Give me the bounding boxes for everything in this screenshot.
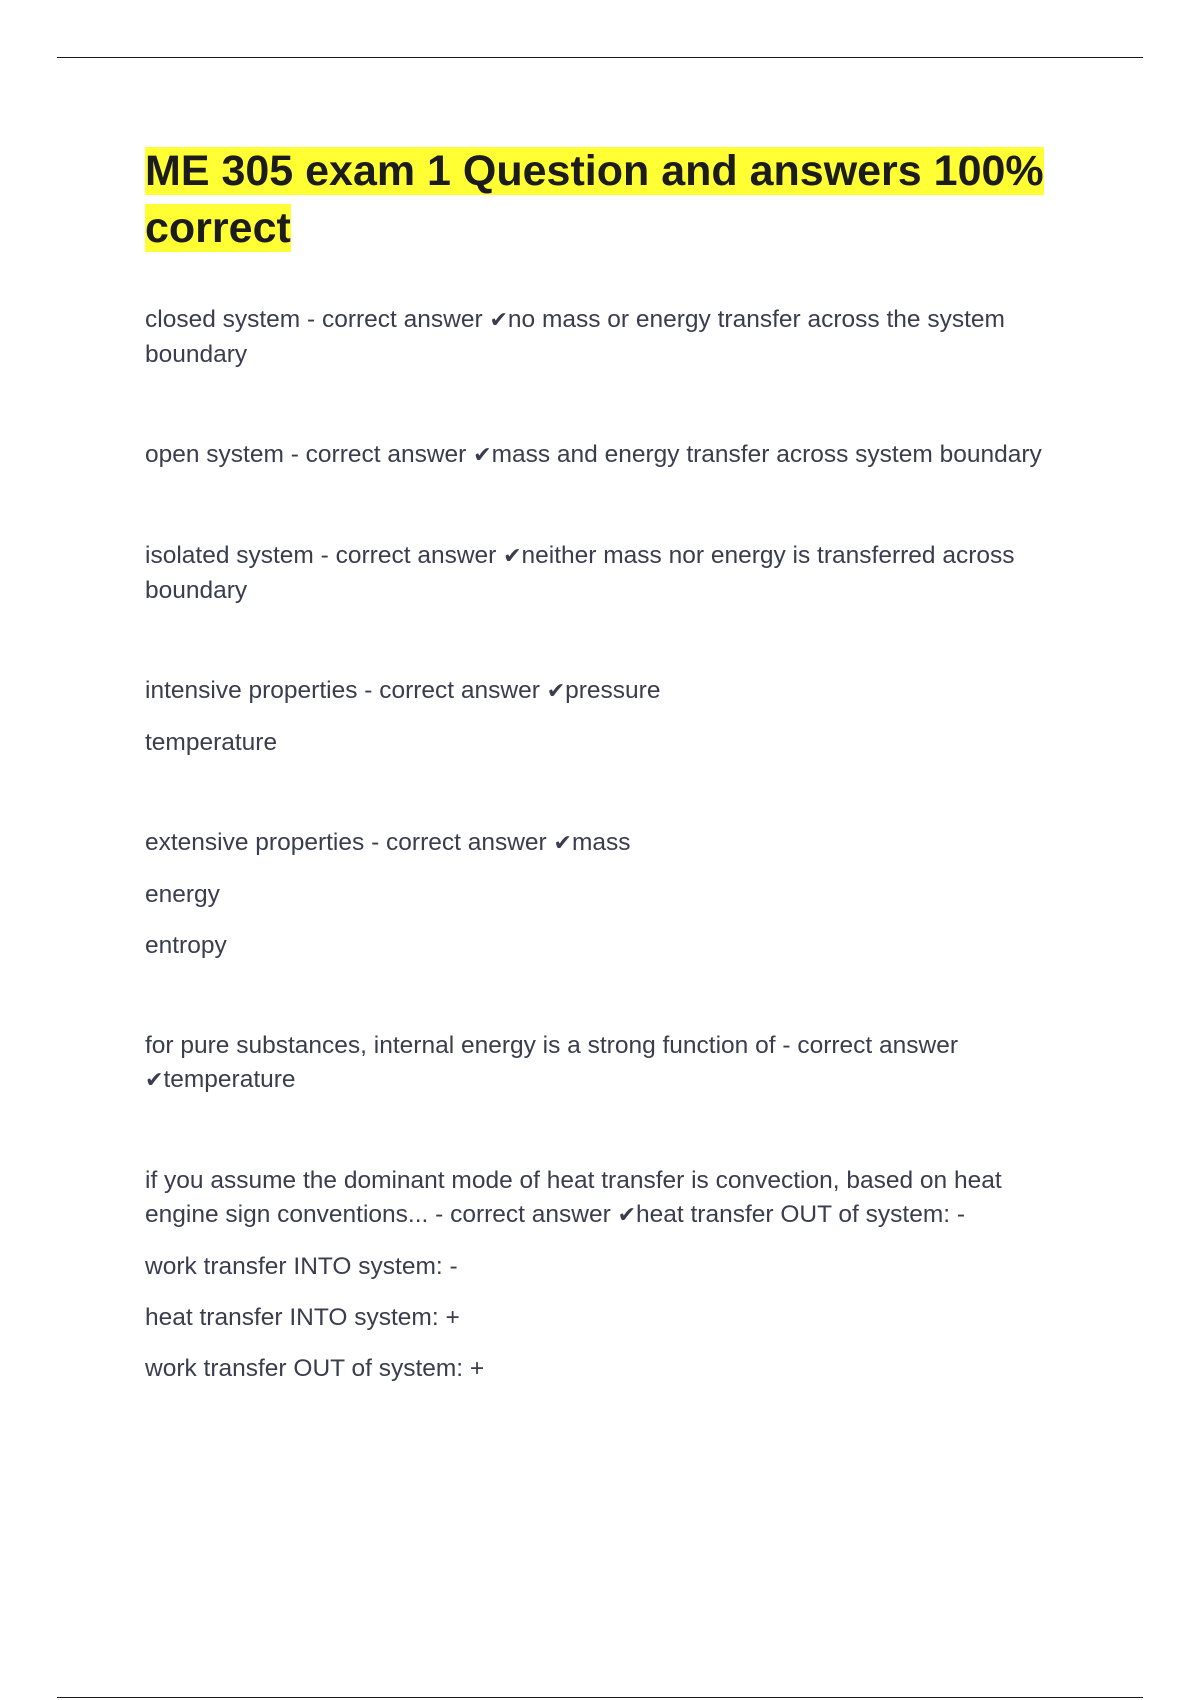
question-text: isolated system [145, 542, 314, 569]
answer-extra-line: work transfer INTO system: - [145, 1253, 458, 1280]
document-title [145, 143, 1065, 257]
qa-item [145, 438, 1065, 473]
qa-item [145, 1164, 1065, 1386]
answer-text: pressure [565, 677, 661, 704]
qa-item [145, 674, 1065, 760]
qa-line [145, 826, 1065, 861]
question-text: for pure substances, internal energy is a strong function of [145, 1032, 776, 1059]
qa-item [145, 826, 1065, 963]
check-icon: ✔ [489, 308, 508, 333]
answer-extra-line: entropy [145, 932, 227, 959]
question-text: closed system [145, 306, 301, 333]
answer-separator: - correct answer [300, 306, 490, 333]
title-highlight: ME 305 exam 1 Question and answers 100% correct [145, 147, 1044, 252]
qa-line [145, 303, 1065, 372]
qa-line [145, 1029, 1065, 1098]
answer-text: mass [571, 829, 631, 856]
answer-text: temperature [163, 1066, 296, 1093]
qa-item [145, 303, 1065, 372]
answer-text: heat transfer OUT of system: - [636, 1201, 966, 1228]
document-body [145, 143, 1065, 1386]
qa-line [145, 1164, 1065, 1233]
check-icon: ✔ [473, 443, 492, 468]
answer-extra-line: temperature [145, 729, 278, 756]
answer-extra-line: heat transfer INTO system: + [145, 1304, 460, 1331]
qa-line [145, 539, 1065, 608]
qa-item [145, 1029, 1065, 1098]
answer-separator: - correct answer [313, 542, 504, 569]
qa-line [145, 674, 1065, 709]
qa-item [145, 539, 1065, 608]
check-icon: ✔ [145, 1068, 164, 1093]
answer-text: no mass or energy transfer across the system boundary [145, 306, 1005, 368]
answer-separator: - correct answer [364, 829, 554, 856]
answer-separator: - correct answer [357, 677, 547, 704]
check-icon: ✔ [617, 1203, 636, 1228]
question-text: open system [145, 441, 284, 468]
check-icon: ✔ [553, 831, 572, 856]
question-text: extensive properties [145, 829, 365, 856]
answer-separator: - correct answer [428, 1201, 618, 1228]
check-icon: ✔ [503, 544, 522, 569]
question-text: if you assume the dominant mode of heat transfer is convection, based on heat engine sign conventions... [145, 1167, 1002, 1228]
top-rule [57, 57, 1143, 58]
answer-text: neither mass nor energy is transferred across boundary [145, 542, 1015, 604]
answer-extra-line: energy [145, 881, 220, 908]
qa-line [145, 438, 1065, 473]
answer-separator: - correct answer [775, 1032, 958, 1059]
answer-text: mass and energy transfer across system boundary [491, 441, 1042, 468]
answer-separator: - correct answer [283, 441, 474, 468]
bottom-rule [57, 1697, 1143, 1698]
qa-list [145, 303, 1065, 1386]
check-icon: ✔ [546, 679, 566, 704]
question-text: intensive properties [145, 677, 358, 704]
answer-extra-line: work transfer OUT of system: + [145, 1355, 485, 1382]
